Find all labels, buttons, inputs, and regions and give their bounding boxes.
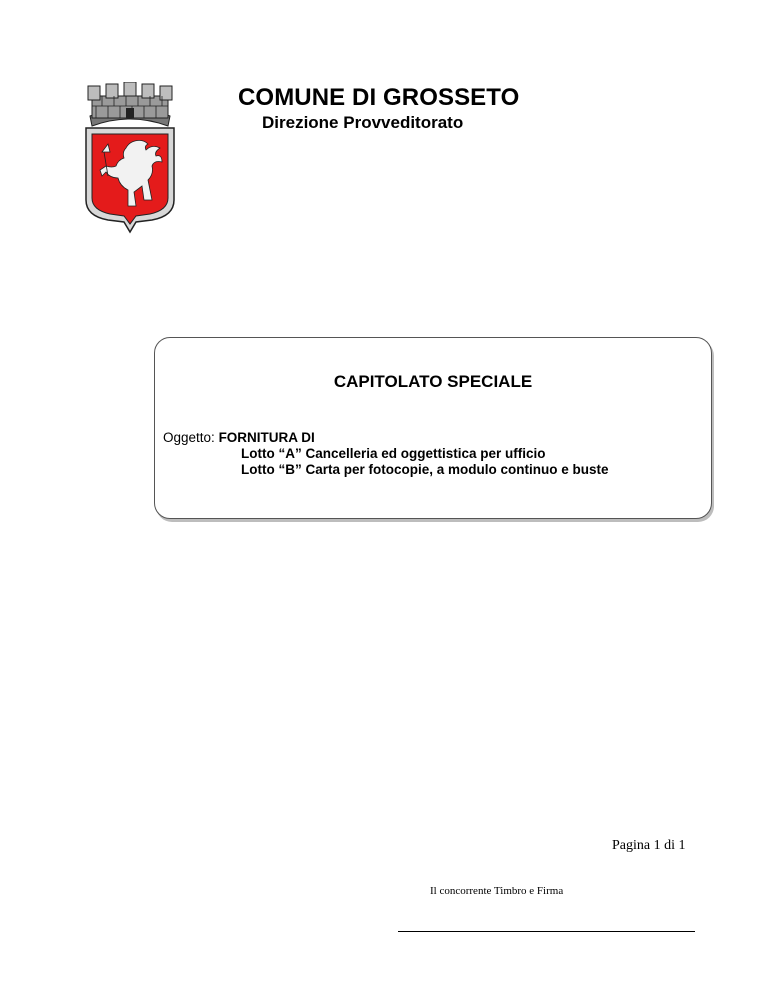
mural-crown: [88, 82, 172, 126]
lot-a: Lotto “A” Cancelleria ed oggettistica per ufficio: [241, 446, 546, 461]
coat-of-arms-icon: [82, 82, 178, 234]
organization-header: [238, 84, 519, 134]
subject-value: FORNITURA DI: [218, 430, 315, 445]
signature-label: Il concorrente Timbro e Firma: [430, 885, 564, 897]
page-number: Pagina 1 di 1: [612, 838, 686, 853]
organization-name: COMUNE DI GROSSETO: [238, 84, 520, 111]
lot-b: Lotto “B” Carta per fotocopie, a modulo continuo e buste: [241, 462, 609, 477]
department-name: Direzione Provveditorato: [262, 113, 464, 132]
signature-line: [398, 931, 695, 932]
document-title: CAPITOLATO SPECIALE: [333, 372, 533, 391]
subject-line: [163, 430, 315, 446]
subject-label: Oggetto:: [163, 430, 215, 445]
specification-box: [154, 337, 712, 519]
